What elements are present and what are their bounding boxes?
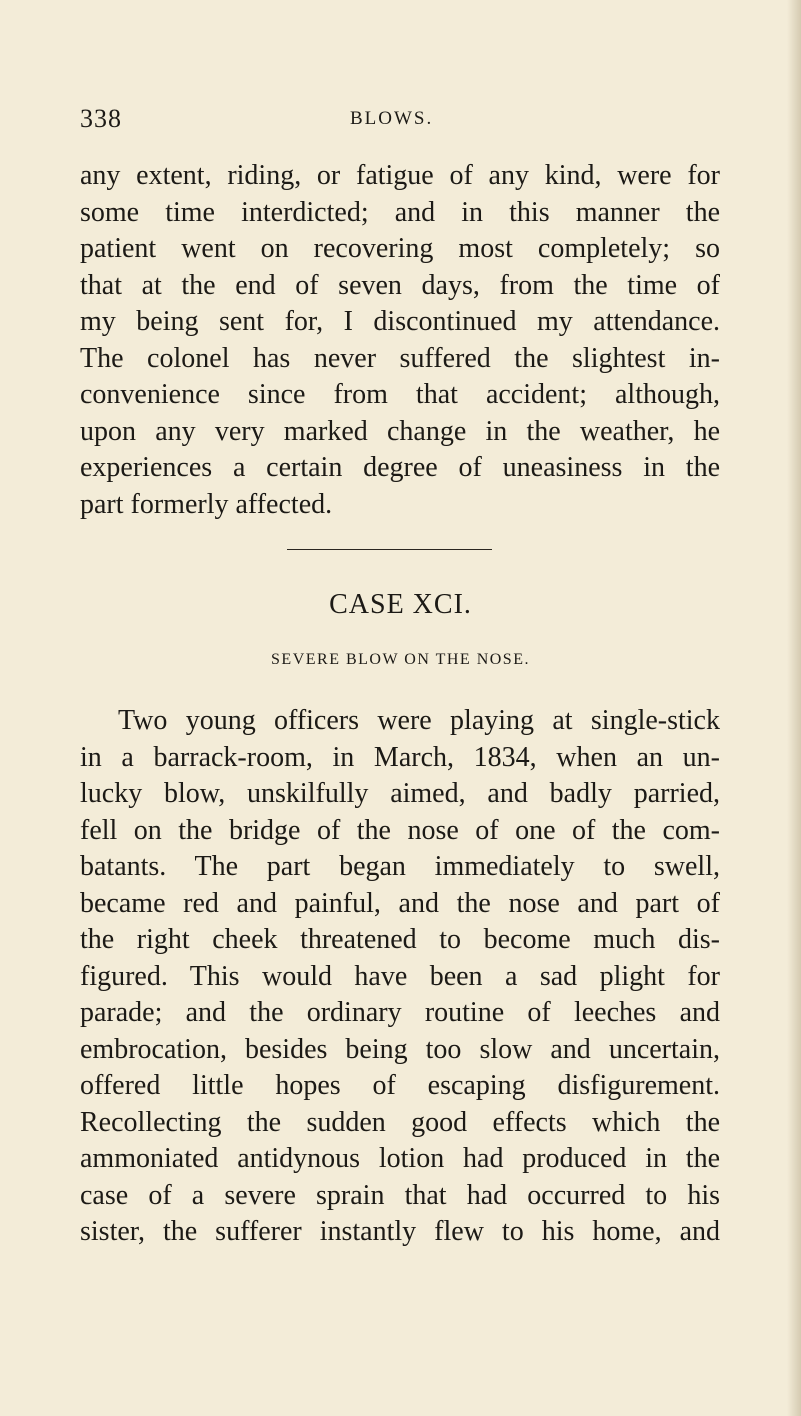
text-line: batants. The part began immediately to swell, bbox=[80, 851, 720, 882]
text-line: my being sent for, I discontinued my attendance. bbox=[80, 306, 720, 337]
paragraph-continuation bbox=[80, 158, 720, 523]
running-head: BLOWS. bbox=[350, 108, 434, 129]
text-line: in a barrack-room, in March, 1834, when an un- bbox=[80, 741, 720, 773]
page-header bbox=[80, 104, 720, 140]
text-line: The colonel has never suffered the slightest in- bbox=[80, 342, 720, 374]
text-line: experiences a certain degree of uneasiness in the bbox=[80, 452, 720, 483]
text-line: fell on the bridge of the nose of one of the com- bbox=[80, 814, 720, 846]
text-line: part formerly affected. bbox=[80, 488, 333, 520]
text-line: the right cheek threatened to become much dis- bbox=[80, 924, 720, 955]
text-line: parade; and the ordinary routine of leeches and bbox=[80, 997, 720, 1028]
text-line: some time interdicted; and in this manner the bbox=[80, 196, 720, 228]
text-line: convenience since from that accident; although, bbox=[80, 379, 720, 410]
text-line: figured. This would have been a sad plight for bbox=[80, 960, 720, 992]
text-line: lucky blow, unskilfully aimed, and badly parried, bbox=[80, 778, 720, 809]
text-line: case of a severe sprain that had occurred to his bbox=[80, 1179, 720, 1211]
case-heading: CASE XCI. bbox=[329, 589, 472, 620]
section-divider-rule bbox=[287, 549, 492, 550]
text-line: that at the end of seven days, from the time of bbox=[80, 269, 720, 301]
text-line: patient went on recovering most completely; so bbox=[80, 233, 720, 264]
text-line: became red and painful, and the nose and part of bbox=[80, 887, 720, 919]
page-number: 338 bbox=[80, 104, 122, 133]
text-line: ammoniated antidynous lotion had produced in the bbox=[80, 1143, 720, 1174]
text-line: offered little hopes of escaping disfigurement. bbox=[80, 1070, 720, 1101]
text-line: any extent, riding, or fatigue of any kind, were for bbox=[80, 160, 720, 191]
paragraph-case-xci bbox=[80, 703, 720, 1251]
page-edge-shadow bbox=[787, 0, 801, 1416]
text-line: embrocation, besides being too slow and uncertain, bbox=[80, 1033, 720, 1065]
case-subheading: SEVERE BLOW ON THE NOSE. bbox=[271, 651, 530, 668]
text-line: Two young officers were playing at single-stick bbox=[118, 705, 720, 736]
text-line: Recollecting the sudden good effects which the bbox=[80, 1106, 720, 1138]
text-line: upon any very marked change in the weather, he bbox=[80, 415, 720, 447]
text-line: sister, the sufferer instantly flew to his home, and bbox=[80, 1216, 720, 1247]
